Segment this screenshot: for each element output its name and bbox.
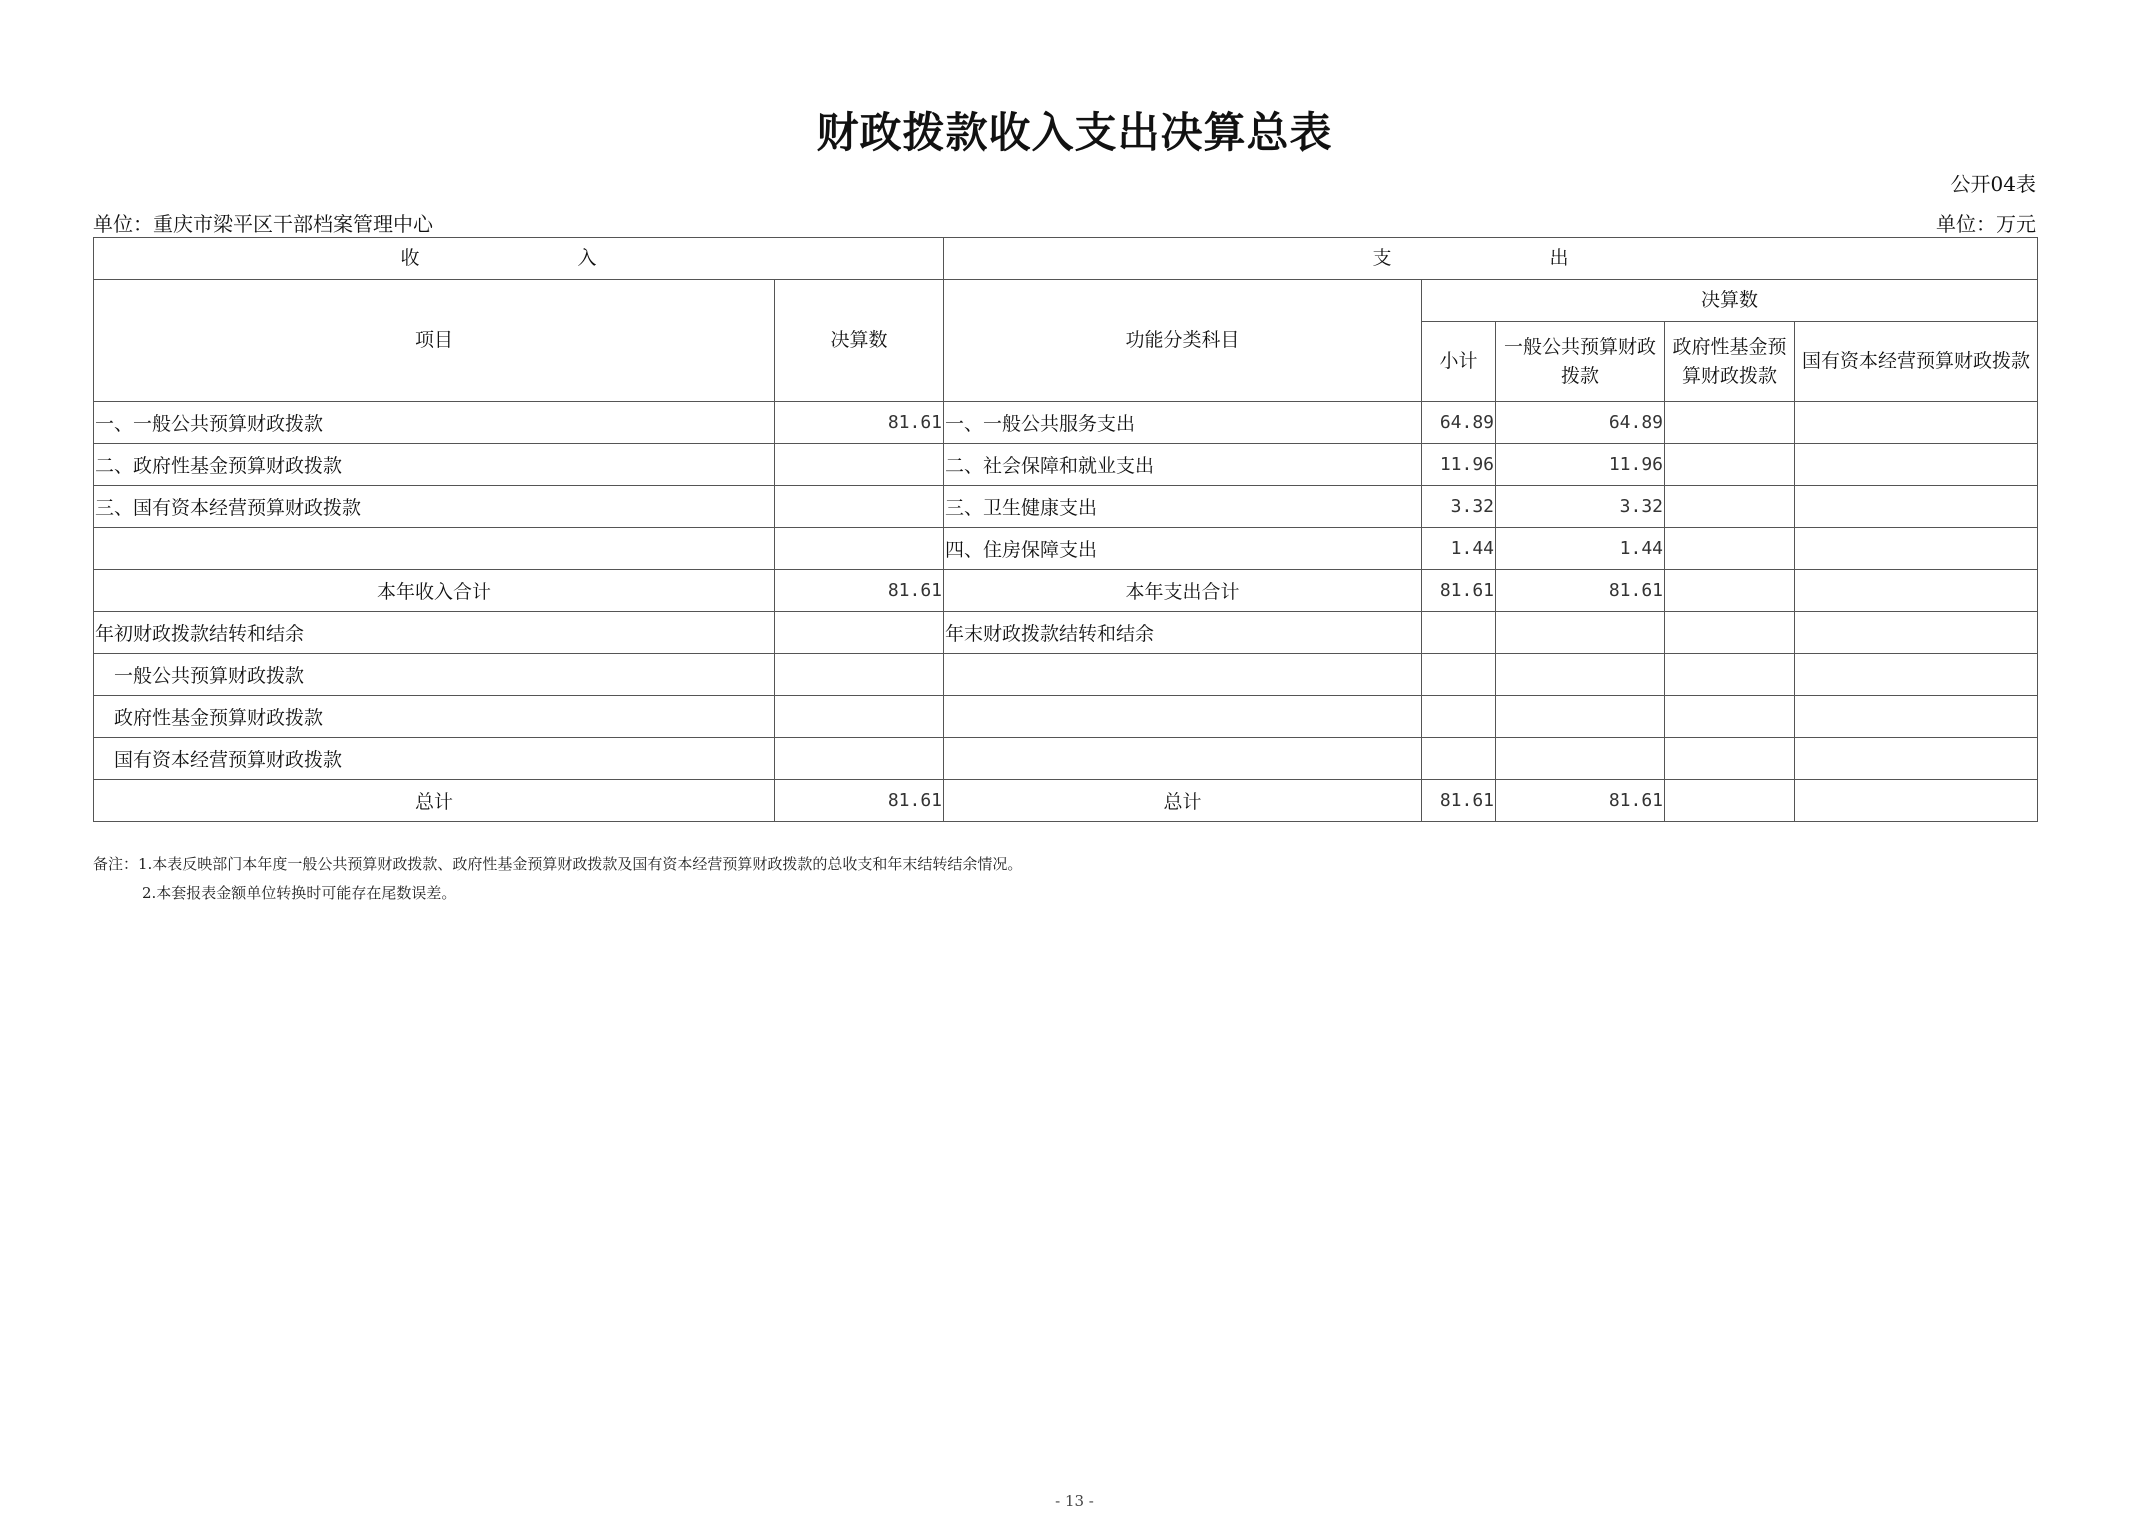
gov-fund-cell [1665,612,1795,654]
table-row [94,486,2038,528]
general-budget-cell: 81.61 [1496,570,1665,612]
expense-subject-cell: 年末财政拨款结转和结余 [944,612,1422,654]
gov-fund-cell [1665,570,1795,612]
income-item-cell: 三、国有资本经营预算财政拨款 [94,486,775,528]
income-item-cell: 一般公共预算财政拨款 [94,654,775,696]
income-amount-cell [775,654,944,696]
subtotal-cell: 3.32 [1422,486,1496,528]
table-row [94,654,2038,696]
general-budget-cell: 81.61 [1496,780,1665,822]
income-item-cell: 本年收入合计 [94,570,775,612]
income-amount-cell: 81.61 [775,402,944,444]
expense-subject-cell [944,738,1422,780]
expense-subject-cell: 总计 [944,780,1422,822]
expense-subject-cell: 二、社会保障和就业支出 [944,444,1422,486]
gov-fund-cell [1665,402,1795,444]
expense-subject-cell: 本年支出合计 [944,570,1422,612]
notes [93,850,1022,908]
expense-subject-cell [944,654,1422,696]
income-item-cell: 一、一般公共预算财政拨款 [94,402,775,444]
state-capital-cell [1795,486,2038,528]
general-budget-cell [1496,738,1665,780]
income-amount-cell: 81.61 [775,780,944,822]
gov-fund-cell [1665,738,1795,780]
header-func-subject: 功能分类科目 [944,280,1422,402]
unit-currency: 单位：万元 [1936,212,2036,236]
subtotal-cell: 64.89 [1422,402,1496,444]
header-final-amount: 决算数 [1422,280,2038,322]
general-budget-cell: 11.96 [1496,444,1665,486]
table-row [94,738,2038,780]
state-capital-cell [1795,780,2038,822]
form-code: 公开04表 [1950,172,2036,196]
header-row-2 [94,280,2038,322]
note-1: 备注：1.本表反映部门本年度一般公共预算财政拨款、政府性基金预算财政拨款及国有资本经营预算财政拨款的总收支和年末结转结余情况。 [93,855,1023,873]
state-capital-cell [1795,738,2038,780]
subtotal-cell: 11.96 [1422,444,1496,486]
expense-subject-cell: 三、卫生健康支出 [944,486,1422,528]
table-row [94,780,2038,822]
table-row [94,444,2038,486]
header-income: 收 入 [94,238,944,280]
expense-subject-cell: 四、住房保障支出 [944,528,1422,570]
subtotal-cell [1422,696,1496,738]
table-row [94,402,2038,444]
income-item-cell [94,528,775,570]
general-budget-cell [1496,612,1665,654]
table-row [94,528,2038,570]
income-item-cell: 国有资本经营预算财政拨款 [94,738,775,780]
general-budget-cell: 1.44 [1496,528,1665,570]
header-item: 项目 [94,280,775,402]
gov-fund-cell [1665,696,1795,738]
expense-subject-cell [944,696,1422,738]
table-row [94,612,2038,654]
note-2: 2.本套报表金额单位转换时可能存在尾数误差。 [142,884,457,902]
state-capital-cell [1795,696,2038,738]
income-amount-cell [775,738,944,780]
gov-fund-cell [1665,654,1795,696]
gov-fund-cell [1665,528,1795,570]
general-budget-cell [1496,654,1665,696]
state-capital-cell [1795,654,2038,696]
income-amount-cell [775,696,944,738]
income-item-cell: 二、政府性基金预算财政拨款 [94,444,775,486]
income-amount-cell [775,528,944,570]
header-state-capital: 国有资本经营预算财政拨款 [1795,322,2038,402]
fiscal-summary-table [93,237,2038,822]
income-amount-cell [775,612,944,654]
header-general: 一般公共预算财政拨款 [1496,322,1665,402]
header-gov-fund: 政府性基金预算财政拨款 [1665,322,1795,402]
expense-subject-cell: 一、一般公共服务支出 [944,402,1422,444]
general-budget-cell [1496,696,1665,738]
general-budget-cell: 3.32 [1496,486,1665,528]
state-capital-cell [1795,528,2038,570]
header-row-1 [94,238,2038,280]
state-capital-cell [1795,444,2038,486]
header-subtotal: 小计 [1422,322,1496,402]
header-expense: 支 出 [944,238,2038,280]
income-item-cell: 年初财政拨款结转和结余 [94,612,775,654]
table-row [94,696,2038,738]
state-capital-cell [1795,402,2038,444]
subtotal-cell: 81.61 [1422,570,1496,612]
page-title: 财政拨款收入支出决算总表 [816,108,1333,157]
unit-organization: 单位：重庆市梁平区干部档案管理中心 [93,212,433,236]
subtotal-cell: 1.44 [1422,528,1496,570]
table-row [94,570,2038,612]
general-budget-cell: 64.89 [1496,402,1665,444]
subtotal-cell [1422,738,1496,780]
state-capital-cell [1795,612,2038,654]
header-amount: 决算数 [775,280,944,402]
subtotal-cell [1422,612,1496,654]
income-item-cell: 总计 [94,780,775,822]
income-amount-cell [775,444,944,486]
income-amount-cell: 81.61 [775,570,944,612]
gov-fund-cell [1665,444,1795,486]
subtotal-cell: 81.61 [1422,780,1496,822]
gov-fund-cell [1665,780,1795,822]
page-number: - 13 - [1055,1492,1094,1510]
income-item-cell: 政府性基金预算财政拨款 [94,696,775,738]
state-capital-cell [1795,570,2038,612]
gov-fund-cell [1665,486,1795,528]
income-amount-cell [775,486,944,528]
subtotal-cell [1422,654,1496,696]
